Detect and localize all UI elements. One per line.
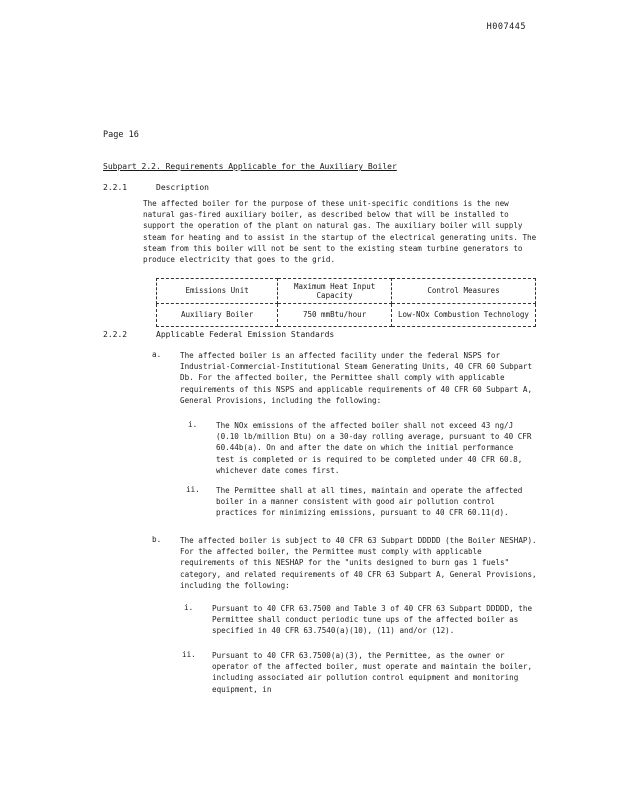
list-label-a-ii: ii. xyxy=(186,485,200,494)
table-cell: 750 mmBtu/hour xyxy=(278,304,392,327)
section-221-description: The affected boiler for the purpose of these unit-specific conditions is the new natural gas-fired auxiliary boiler, as described below that will be installed to support the operation of the plant on natural gas. The auxiliary boiler will supply steam for heating and to assist in the startup of the electrical generating units. The steam from this boiler will not be sent to the existing steam turbine generators to produce electricity that goes to the grid. xyxy=(143,199,537,265)
emissions-unit-table xyxy=(156,278,536,327)
paragraph-b-ii: Pursuant to 40 CFR 63.7500(a)(3), the Permittee, as the owner or operator of the affected boiler, must operate and maintain the boiler, including associated air pollution control equipment and monitoring equipment, in xyxy=(212,651,533,694)
paragraph-b: The affected boiler is subject to 40 CFR 63 Subpart DDDDD (the Boiler NESHAP). For the affected boiler, the Permittee must comply with applicable requirements of this NESHAP for the "units designed to burn gas 1 fuels" category, and related requirements of 40 CFR 63 Subpart A, General Provisions, including the following: xyxy=(180,536,537,590)
table-cell: Auxiliary Boiler xyxy=(157,304,278,327)
section-title-221: Description xyxy=(156,183,209,192)
table-cell: Low-NOx Combustion Technology xyxy=(391,304,535,327)
table-header-cell: Emissions Unit xyxy=(157,279,278,304)
table-header-cell: Control Measures xyxy=(391,279,535,304)
list-label-a: a. xyxy=(152,350,162,359)
paragraph-a-i: The NOx emissions of the affected boiler shall not exceed 43 ng/J (0.10 lb/million Btu) on a 30-day rolling average, pursuant to 40 CFR 60.44b(a). On and after the date on which the initial performance test is completed or is required to be completed under 40 CFR 60.8, whichever date comes first. xyxy=(216,421,532,475)
section-number-222: 2.2.2 xyxy=(103,330,128,339)
section-title-222: Applicable Federal Emission Standards xyxy=(156,330,335,339)
list-label-b: b. xyxy=(152,535,162,544)
paragraph-a-ii: The Permittee shall at all times, maintain and operate the affected boiler in a manner consistent with good air pollution control practices for minimizing emissions, pursuant to 40 CFR 60.11(d). xyxy=(216,486,523,518)
page-number: Page 16 xyxy=(103,130,139,140)
paragraph-b-i: Pursuant to 40 CFR 63.7500 and Table 3 of 40 CFR 63 Subpart DDDDD, the Permittee shall conduct periodic tune ups of the affected boiler as specified in 40 CFR 63.7540(a)(10), (11) and/or (12). xyxy=(212,604,533,636)
table-row xyxy=(157,304,536,327)
document-id: H007445 xyxy=(486,22,526,32)
table-header-cell: Maximum Heat Input Capacity xyxy=(278,279,392,304)
list-label-a-i: i. xyxy=(188,420,198,429)
subpart-title: Subpart 2.2. Requirements Applicable for the Auxiliary Boiler xyxy=(103,162,397,171)
section-number-221: 2.2.1 xyxy=(103,183,128,192)
table-header-row xyxy=(157,279,536,304)
list-label-b-i: i. xyxy=(184,603,194,612)
list-label-b-ii: ii. xyxy=(182,650,196,659)
paragraph-a: The affected boiler is an affected facility under the federal NSPS for Industrial-Commercial-Institutional Steam Generating Units, 40 CFR 60 Subpart Db. For the affected boiler, the Permittee shall comply with applicable requirements of this NSPS and applicable requirements of 40 CFR 60 Subpart A, General Provisions, including the following: xyxy=(180,351,533,405)
